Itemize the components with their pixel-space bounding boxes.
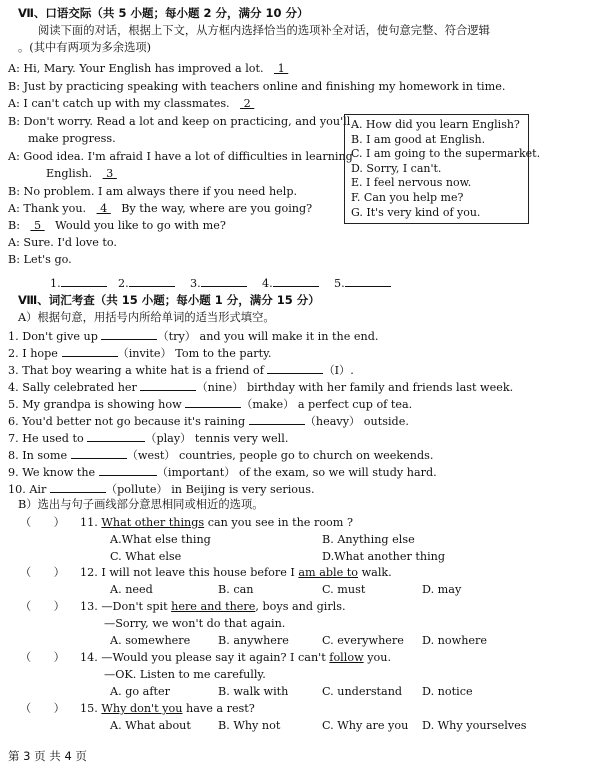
- choice-option[interactable]: D. nowhere: [422, 634, 487, 647]
- dialog-line: [8, 115, 350, 129]
- option-item: D. Sorry, I can't.: [351, 161, 442, 175]
- dialog-blank[interactable]: 1: [274, 62, 289, 75]
- dialog-line: [8, 80, 505, 94]
- choice-option[interactable]: B. anywhere: [218, 634, 289, 647]
- dialog-text: B: Just by practicing speaking with teachers online and finishing my homework in time.: [8, 80, 506, 93]
- item-text: tennis very well.: [191, 432, 289, 445]
- choice-option[interactable]: B. Why not: [218, 719, 281, 732]
- answer-blank[interactable]: [345, 276, 391, 287]
- choice-option[interactable]: D. may: [422, 583, 462, 596]
- dialog-blank[interactable]: 2: [240, 97, 255, 110]
- dialog-line: [8, 236, 117, 250]
- answer-slot: [262, 276, 319, 291]
- fill-item: [8, 380, 513, 395]
- item-text: countries, people go to church on weekends.: [175, 449, 434, 462]
- dialog-line: [28, 132, 116, 146]
- fill-blank[interactable]: [101, 329, 157, 340]
- item-text: 9. We know the: [8, 466, 99, 479]
- dialog-line: [8, 185, 297, 199]
- choice-option[interactable]: A. somewhere: [110, 634, 191, 647]
- question-text: can you see in the room ?: [204, 516, 353, 529]
- fill-item: [8, 482, 315, 497]
- choice-option[interactable]: A. What about: [110, 719, 191, 732]
- question-text: —Would you please say it again? I can't: [101, 651, 330, 664]
- choice-option[interactable]: A.What else thing: [110, 533, 211, 546]
- item-hint: （heavy）: [304, 415, 361, 428]
- item-hint: （nine）: [196, 381, 244, 394]
- dialog-text: By the way, where are you going?: [117, 202, 313, 215]
- question-number: 15.: [80, 702, 102, 715]
- fill-item: [8, 346, 271, 361]
- question-text: walk.: [358, 566, 392, 579]
- fill-item: [8, 397, 412, 412]
- fill-item: [8, 431, 288, 446]
- answer-blank[interactable]: [61, 276, 107, 287]
- dialog-text: B:: [8, 219, 24, 232]
- item-text: Tom to the party.: [171, 347, 272, 360]
- section7-instruction: 阅读下面的对话，根据上下文，从方框内选择恰当的选项补全对话，使句意完整、符合逻辑: [38, 24, 490, 37]
- option-item: C. I am going to the supermarket.: [351, 147, 541, 161]
- item-hint: （invite）: [117, 347, 172, 360]
- answer-slot: [334, 276, 391, 291]
- underlined-phrase: here and there: [171, 600, 256, 613]
- fill-item: [8, 329, 378, 344]
- option-item: B. I am good at English.: [351, 132, 486, 146]
- item-hint: （west）: [126, 449, 176, 462]
- question-text: have a rest?: [182, 702, 255, 715]
- answer-blank[interactable]: [273, 276, 319, 287]
- question-text: you.: [363, 651, 392, 664]
- dialog-text: A: Sure. I'd love to.: [8, 236, 117, 249]
- underlined-phrase: Why don't you: [101, 702, 183, 715]
- item-text: 3. That boy wearing a white hat is a friend of: [8, 364, 268, 377]
- question-number: 14.: [80, 651, 102, 664]
- choice-option[interactable]: C. understand: [322, 685, 403, 698]
- question-number: 12.: [80, 566, 102, 579]
- underlined-phrase: am able to: [298, 566, 359, 579]
- item-hint: （play）: [145, 432, 192, 445]
- answer-slot: [118, 276, 175, 291]
- item-hint: （pollute）: [105, 483, 168, 496]
- item-text: a perfect cup of tea.: [294, 398, 413, 411]
- dialog-line: [46, 167, 124, 181]
- question-stem: [80, 651, 391, 665]
- choice-option[interactable]: A. go after: [110, 685, 170, 698]
- fill-blank[interactable]: [140, 380, 196, 391]
- question-text: —Don't spit: [101, 600, 172, 613]
- item-text: 4. Sally celebrated her: [8, 381, 141, 394]
- answer-label: 2.: [118, 277, 129, 290]
- item-text: .: [350, 364, 354, 377]
- dialog-line: [8, 150, 353, 164]
- choice-option[interactable]: B. Anything else: [322, 533, 415, 546]
- dialog-text: A: I can't catch up with my classmates.: [8, 97, 234, 110]
- choice-option[interactable]: C. What else: [110, 550, 182, 563]
- dialog-text: A: Thank you.: [8, 202, 90, 215]
- question-reply: —Sorry, we won't do that again.: [104, 617, 286, 630]
- section8-partA-instruction: A）根据句意，用括号内所给单词的适当形式填空。: [18, 311, 275, 324]
- item-hint: （important）: [156, 466, 236, 479]
- item-text: of the exam, so we will study hard.: [235, 466, 437, 479]
- option-item: A. How did you learn English?: [351, 118, 520, 131]
- answer-slot: [50, 276, 107, 291]
- item-text: 10. Air: [8, 483, 50, 496]
- section7-instruction-cont: 。(其中有两项为多余选项): [18, 41, 152, 54]
- fill-blank[interactable]: [50, 482, 106, 493]
- section8-partB-instruction: B）选出与句子画线部分意思相同或相近的选项。: [18, 498, 264, 511]
- dialog-line: [8, 202, 312, 216]
- choice-option[interactable]: D. Why yourselves: [422, 719, 527, 732]
- fill-blank[interactable]: [62, 346, 118, 357]
- answer-blank[interactable]: [129, 276, 175, 287]
- fill-blank[interactable]: [87, 431, 145, 442]
- item-text: 1. Don't give up: [8, 330, 102, 343]
- item-text: outside.: [360, 415, 409, 428]
- item-hint: （try）: [157, 330, 196, 343]
- dialog-blank[interactable]: 3: [102, 167, 117, 180]
- item-text: 2. I hope: [8, 347, 62, 360]
- section7-title: Ⅶ、口语交际（共 5 小题；每小题 2 分，满分 10 分）: [18, 6, 309, 20]
- section8-title: Ⅷ、词汇考查（共 15 小题；每小题 1 分，满分 15 分）: [18, 293, 320, 307]
- answer-paren[interactable]: （ ）: [20, 702, 65, 715]
- answer-label: 5.: [334, 277, 345, 290]
- answer-paren[interactable]: （ ）: [20, 566, 65, 579]
- dialog-text: A: Good idea. I'm afraid I have a lot of difficulties in learning: [8, 150, 353, 163]
- choice-option[interactable]: B. can: [218, 583, 254, 596]
- question-stem: [80, 566, 392, 580]
- answer-paren[interactable]: （ ）: [20, 516, 65, 529]
- dialog-line: [8, 219, 226, 233]
- option-item: G. It's very kind of you.: [351, 205, 481, 219]
- options-box: [344, 114, 541, 224]
- fill-item: [8, 414, 409, 429]
- choice-option[interactable]: A. need: [110, 583, 153, 596]
- item-hint: （I）: [323, 364, 351, 377]
- item-text: and you will make it in the end.: [195, 330, 379, 343]
- underlined-phrase: follow: [329, 651, 364, 664]
- answer-label: 1.: [50, 277, 61, 290]
- answer-label: 4.: [262, 277, 273, 290]
- dialog-text: B: Don't worry. Read a lot and keep on practicing, and you'll: [8, 115, 351, 128]
- question-stem: [80, 600, 346, 614]
- choice-option[interactable]: C. must: [322, 583, 366, 596]
- item-text: birthday with her family and friends last week.: [243, 381, 514, 394]
- dialog-text: B: Let's go.: [8, 253, 72, 266]
- question-number: 13.: [80, 600, 102, 613]
- answer-blank[interactable]: [201, 276, 247, 287]
- option-item: F. Can you help me?: [351, 190, 464, 204]
- fill-item: [8, 363, 354, 378]
- question-number: 11.: [80, 516, 102, 529]
- fill-item: [8, 448, 433, 463]
- question-text: , boys and girls.: [255, 600, 346, 613]
- page-footer: 第 3 页 共 4 页: [8, 749, 87, 763]
- fill-blank[interactable]: [249, 414, 305, 425]
- dialog-blank[interactable]: 4: [96, 202, 111, 215]
- dialog-text: English.: [46, 167, 96, 180]
- answer-paren[interactable]: （ ）: [20, 600, 65, 613]
- dialog-text: Would you like to go with me?: [51, 219, 226, 232]
- dialog-line: [8, 97, 261, 111]
- item-text: in Beijing is very serious.: [167, 483, 315, 496]
- dialog-text: A: Hi, Mary. Your English has improved a lot.: [8, 62, 268, 75]
- underlined-phrase: What other things: [101, 516, 205, 529]
- dialog-text: make progress.: [28, 132, 116, 145]
- fill-blank[interactable]: [185, 397, 241, 408]
- choice-option[interactable]: B. walk with: [218, 685, 289, 698]
- question-text: I will not leave this house before I: [101, 566, 299, 579]
- item-text: 6. You'd better not go because it's raining: [8, 415, 249, 428]
- item-text: 7. He used to: [8, 432, 88, 445]
- item-text: 8. In some: [8, 449, 71, 462]
- dialog-blank[interactable]: 5: [30, 219, 45, 232]
- choice-option[interactable]: C. everywhere: [322, 634, 404, 647]
- item-hint: （make）: [241, 398, 295, 411]
- question-stem: [80, 516, 353, 530]
- option-item: E. I feel nervous now.: [351, 176, 472, 190]
- question-stem: [80, 702, 255, 716]
- fill-blank[interactable]: [71, 448, 127, 459]
- dialog-line: [8, 253, 72, 267]
- fill-item: [8, 465, 437, 480]
- dialog-text: B: No problem. I am always there if you need help.: [8, 185, 298, 198]
- dialog-line: [8, 62, 295, 76]
- item-text: 5. My grandpa is showing how: [8, 398, 186, 411]
- answer-slot: [190, 276, 247, 291]
- question-reply: —OK. Listen to me carefully.: [104, 668, 266, 681]
- choice-option[interactable]: D. notice: [422, 685, 473, 698]
- answer-label: 3.: [190, 277, 201, 290]
- choice-option[interactable]: D.What another thing: [322, 550, 446, 563]
- answer-paren[interactable]: （ ）: [20, 651, 65, 664]
- choice-option[interactable]: C. Why are you: [322, 719, 409, 732]
- fill-blank[interactable]: [267, 363, 323, 374]
- fill-blank[interactable]: [99, 465, 157, 476]
